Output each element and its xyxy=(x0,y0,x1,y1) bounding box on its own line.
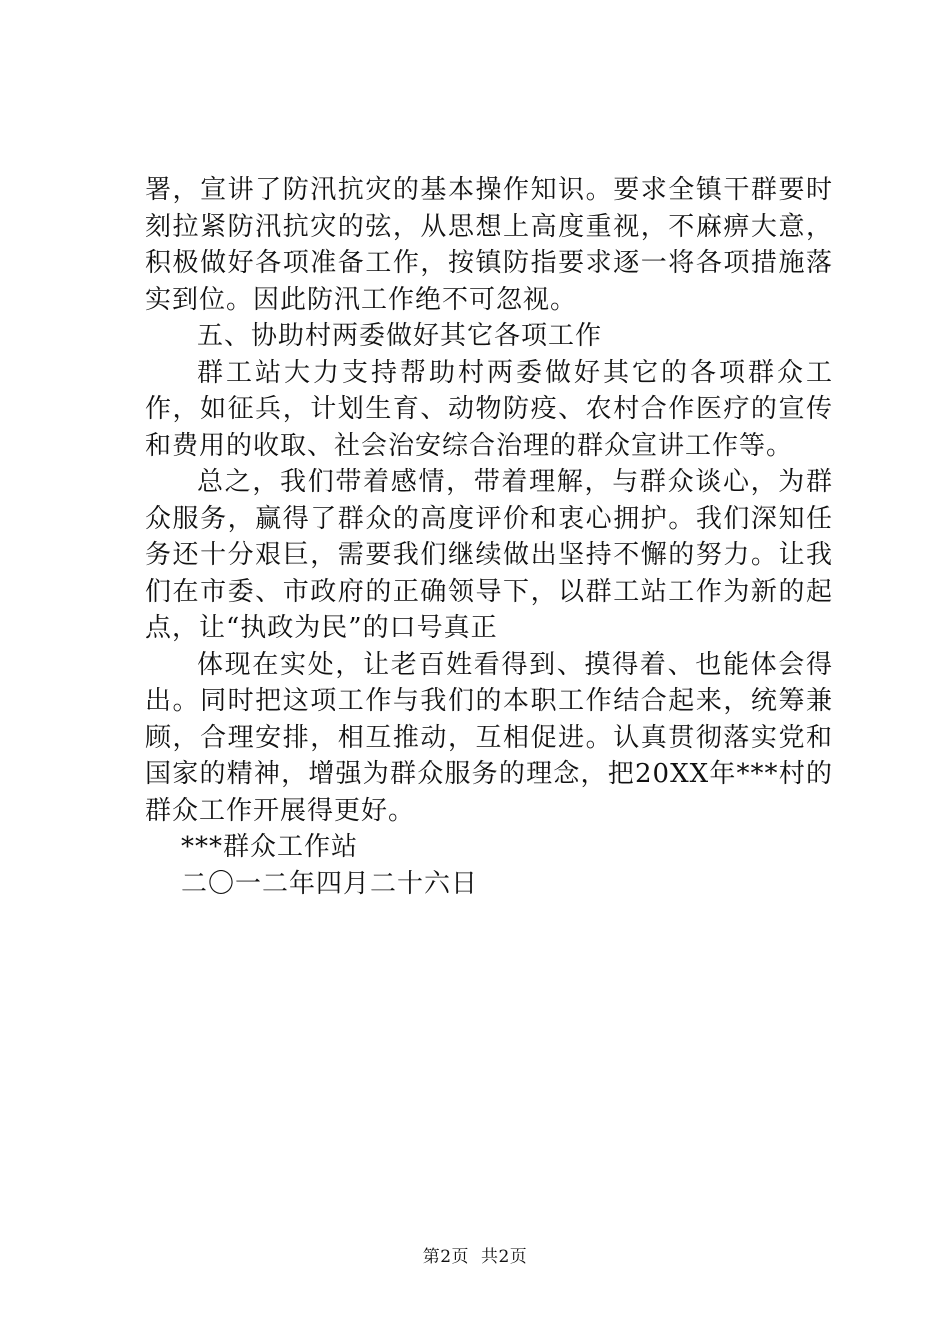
page-number-current: 第2页 xyxy=(422,1247,470,1267)
paragraph-support-village: 群工站大力支持帮助村两委做好其它的各项群众工作，如征兵，计划生育、动物防疫、农村合作医疗的宣传和费用的收取、社会治安综合治理的群众宣讲工作等。 xyxy=(145,357,833,461)
signature-date: 二〇一二年四月二十六日 xyxy=(181,868,479,899)
paragraph-conclusion: 体现在实处，让老百姓看得到、摸得着、也能体会得出。同时把这项工作与我们的本职工作结合起来，统筹兼顾，合理安排，相互推动，互相促进。认真贯彻落实党和国家的精神，增强为群众服务的理念，把20XX年***村的群众工作开展得更好。 xyxy=(145,649,833,826)
page-number-total: 共2页 xyxy=(480,1247,528,1267)
paragraph-flood-prevention: 署，宣讲了防汛抗灾的基本操作知识。要求全镇干群要时刻拉紧防汛抗灾的弦，从思想上高度重视，不麻痹大意，积极做好各项准备工作，按镇防指要求逐一将各项措施落实到位。因此防汛工作绝不可忽视。 xyxy=(145,175,833,315)
section-heading-five: 五、协助村两委做好其它各项工作 xyxy=(197,321,603,351)
signature-org: ***群众工作站 xyxy=(181,832,359,862)
page-footer xyxy=(0,1242,950,1267)
document-body xyxy=(145,172,833,902)
paragraph-summary: 总之，我们带着感情，带着理解，与群众谈心，为群众服务，赢得了群众的高度评价和衷心拥护。我们深知任务还十分艰巨，需要我们继续做出坚持不懈的努力。让我们在市委、市政府的正确领导下，以群工站工作为新的起点，让“执政为民”的口号真正 xyxy=(145,467,833,643)
